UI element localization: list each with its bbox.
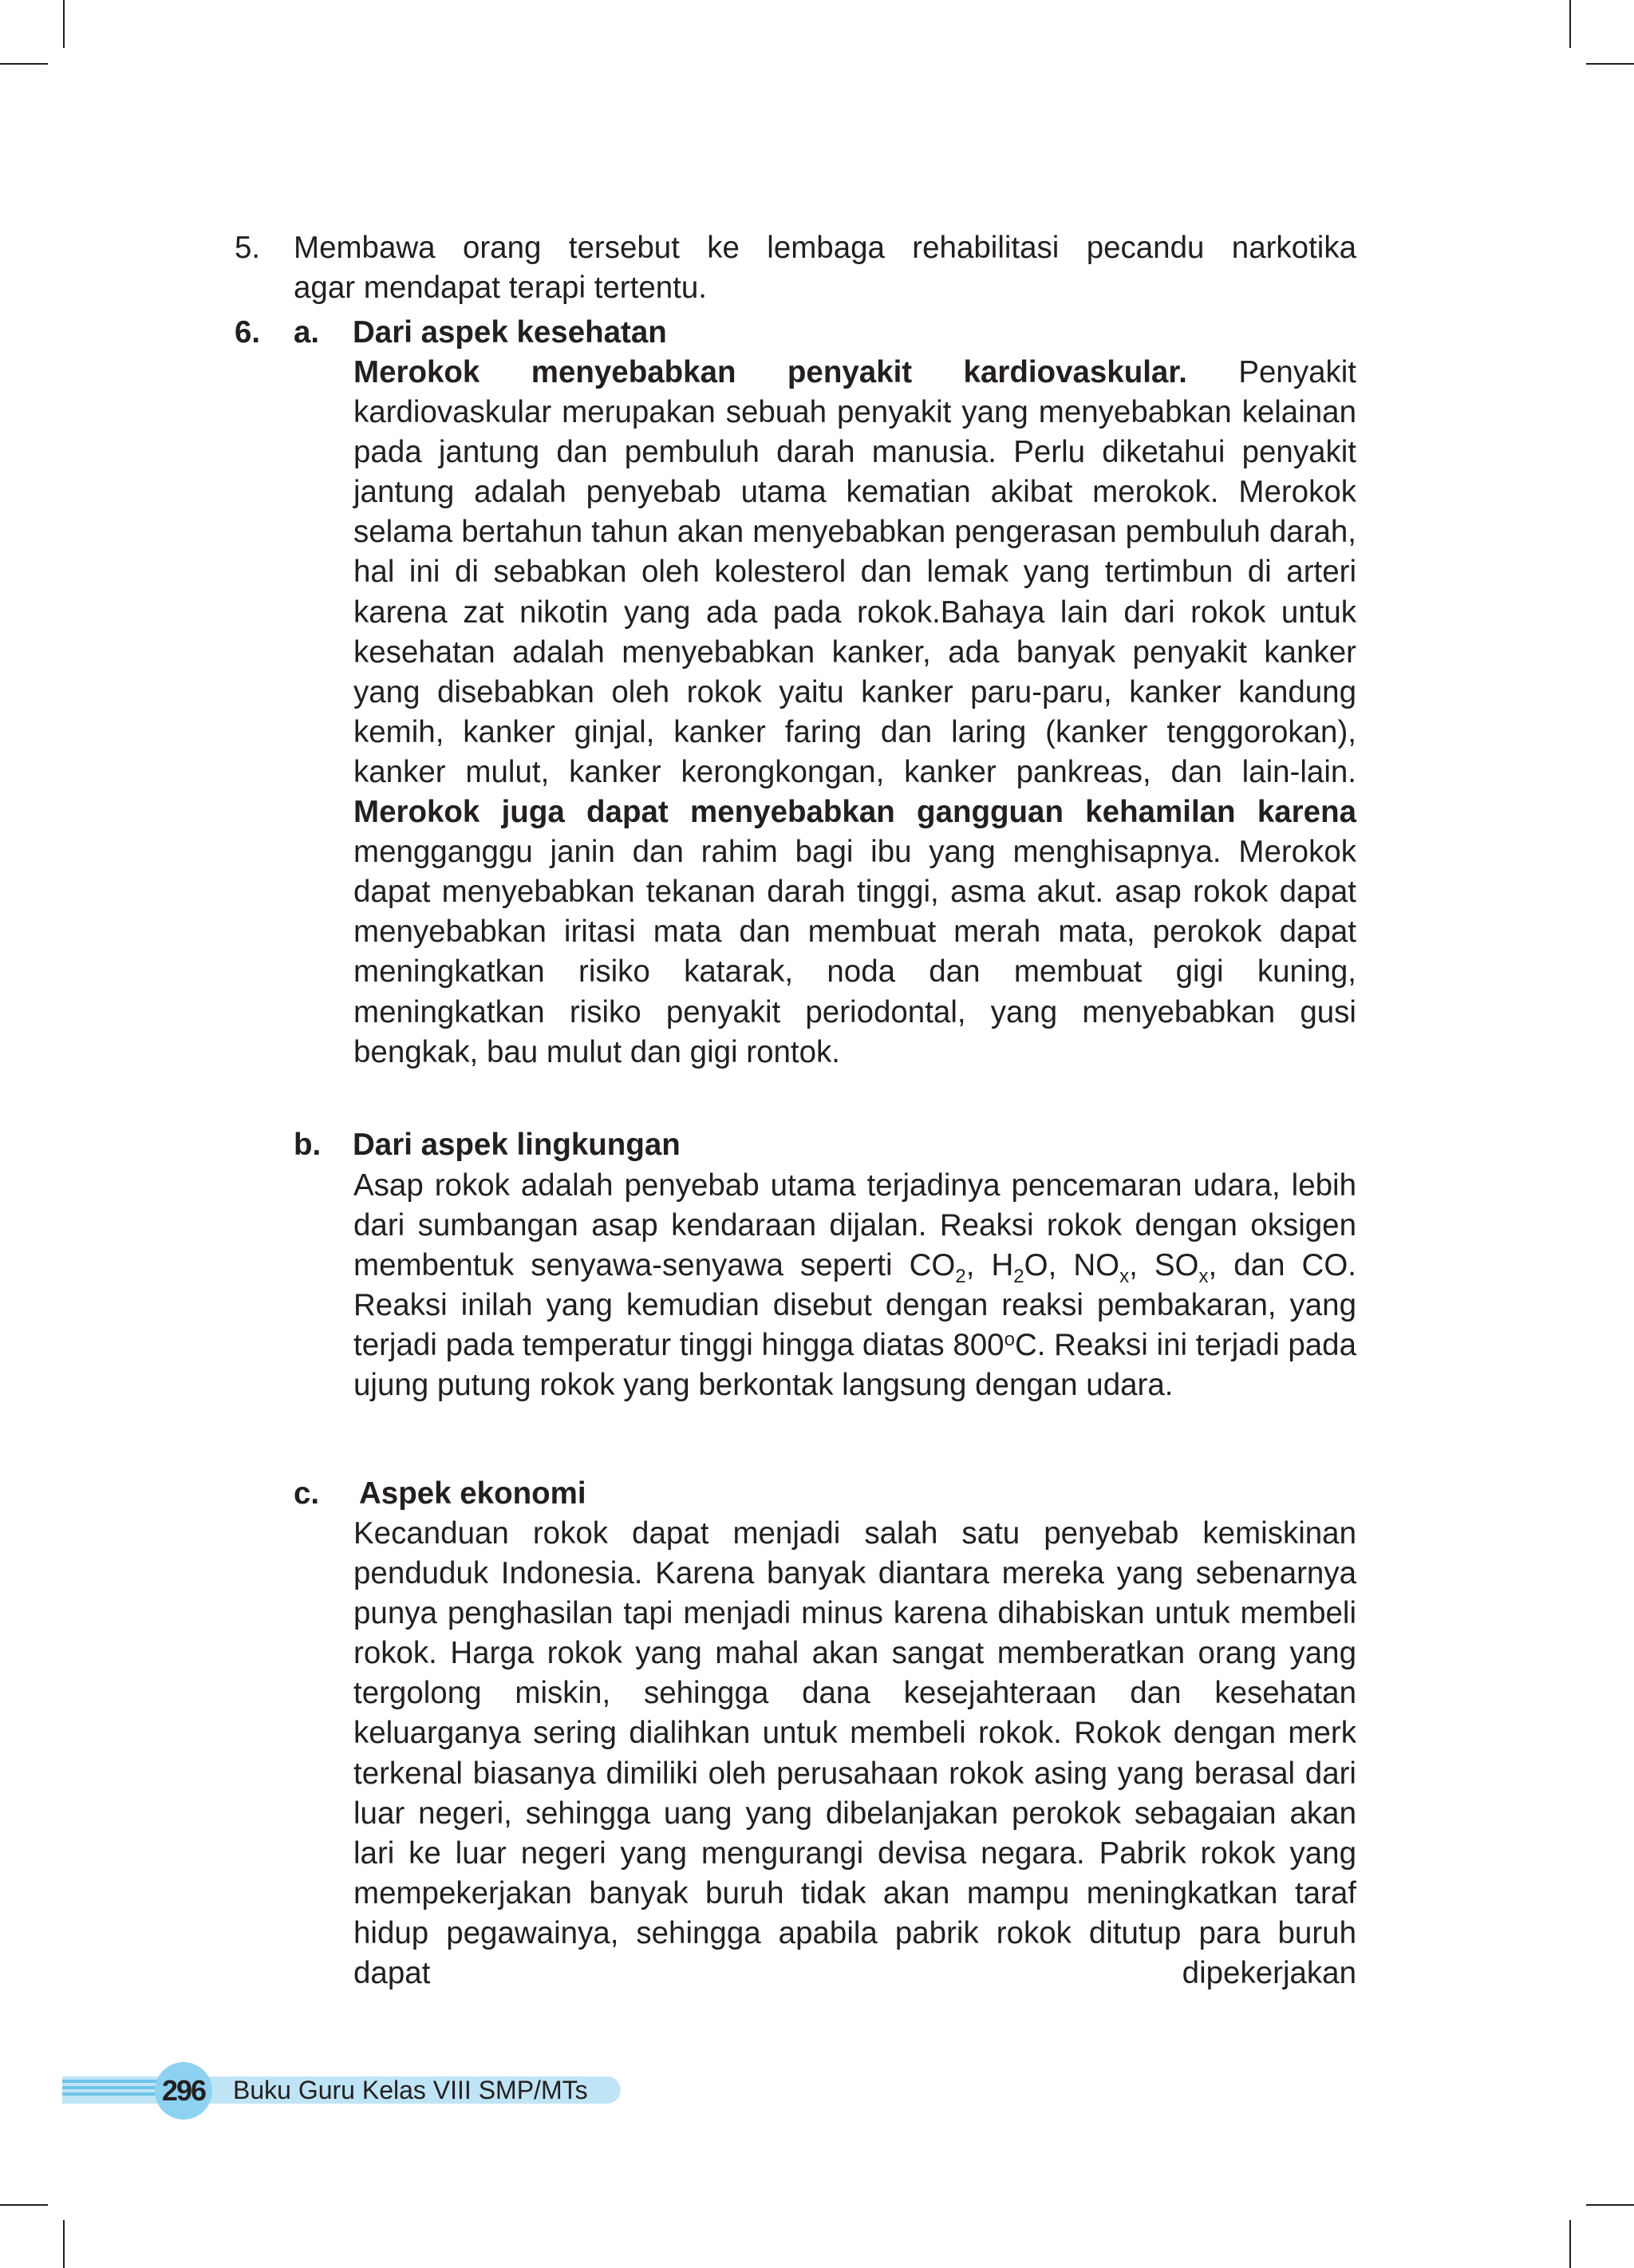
item-6b-subscript: 2 — [1013, 1266, 1024, 1288]
item-6b-subscript: x — [1198, 1266, 1209, 1288]
item-6b-text-6: C. Reaksi ini terjadi pada ujung putung rokok yang berkontak langsung dengan udara. — [353, 1328, 1356, 1403]
item-6b-paragraph — [353, 1166, 1356, 1406]
item-6b-text-5: , dan CO. Reaksi inilah yang kemudian disebut dengan reaksi pembakaran, yang terjadi pada temperatur tinggi hingga diatas 800 — [353, 1248, 1356, 1363]
item-6b-text-4: , SO — [1129, 1248, 1199, 1283]
book-title: Buku Guru Kelas VIII SMP/MTs — [233, 2076, 588, 2104]
item-6b-heading: Dari aspek lingkungan — [353, 1128, 681, 1162]
item-6c-paragraph: Kecanduan rokok dapat menjadi salah satu penyebab kemiskinan penduduk Indonesia. Karena banyak diantara mereka yang sebenarnya punya penghasilan tapi menjadi minus karena dihabiskan untuk membeli rokok. Harga rokok yang mahal akan sangat memberatkan orang yang tergolong miskin, sehingga dana kesejahteraan dan kesehatan keluarganya sering dialihkan untuk membeli rokok. Rokok dengan merk terkenal biasanya dimiliki oleh perusahaan rokok asing yang berasal dari luar negeri, sehingga uang yang dibelanjakan perokok sebagaian akan lari ke luar negeri yang mengurangi devisa negara. Pabrik rokok yang mempekerjakan banyak buruh tidak akan mampu meningkatkan taraf hidup pegawainya, sehingga apabila pabrik rokok ditutup para buruh dapat dipekerjakan — [353, 1516, 1356, 1991]
crop-mark — [63, 2220, 65, 2268]
item-6b-text-3: O, NO — [1024, 1248, 1120, 1283]
page-number: 296 — [161, 2074, 206, 2107]
item-6b-subscript: x — [1119, 1266, 1130, 1288]
item-6a-bold-2: Merokok juga dapat menyebabkan gangguan kehamilan karena — [353, 795, 1356, 830]
item-5-line-1: Membawa orang tersebut ke lembaga rehabilitasi pecandu narkotika — [294, 231, 1356, 265]
item-6b-subscript: 2 — [955, 1266, 966, 1288]
crop-mark — [1569, 0, 1571, 48]
crop-mark — [1586, 63, 1634, 65]
page-footer — [62, 2061, 621, 2120]
item-6a-bold-1: Merokok menyebabkan penyakit kardiovaskular. — [353, 355, 1187, 389]
item-6a-marker: a. — [294, 315, 320, 350]
item-6b-superscript: o — [1004, 1329, 1015, 1351]
item-5-line-2: agar mendapat terapi tertentu. — [294, 271, 707, 305]
crop-mark — [0, 2204, 48, 2206]
item-6b-text-1: Asap rokok adalah penyebab utama terjadinya pencemaran udara, lebih dari sumbangan asap kendaraan dijalan. Reaksi rokok dengan oksigen membentuk senyawa-senyawa seperti CO — [353, 1168, 1356, 1283]
item-6b-marker: b. — [294, 1128, 322, 1162]
item-6a-paragraph — [353, 353, 1356, 1073]
crop-mark — [63, 0, 65, 48]
item-6-number: 6. — [235, 315, 261, 350]
item-6a-text-1: Penyakit kardiovaskular merupakan sebuah penyakit yang menyebabkan kelainan pada jantung dan pembuluh darah manusia. Perlu diketahui penyakit jantung adalah penyebab utama kematian akibat merokok. Merokok selama bertahun tahun akan menyebabkan pengerasan pembuluh darah, hal ini di sebabkan oleh kolesterol dan lemak yang tertimbun di arteri karena zat nikotin yang ada pada rokok.Bahaya lain dari rokok untuk kesehatan adalah menyebabkan kanker, ada banyak penyakit kanker yang disebabkan oleh rokok yaitu kanker paru-paru, kanker kandung kemih, kanker ginjal, kanker faring dan laring (kanker tenggorokan), kanker mulut, kanker kerongkongan, kanker pankreas, dan lain-lain. — [353, 355, 1356, 789]
item-5-number: 5. — [235, 231, 261, 265]
item-6a-heading: Dari aspek kesehatan — [353, 315, 667, 350]
item-6c-heading: Aspek ekonomi — [359, 1476, 586, 1511]
crop-mark — [1586, 2204, 1634, 2206]
item-6c-marker: c. — [294, 1476, 320, 1511]
item-6b-text-2: , H — [965, 1248, 1014, 1283]
crop-mark — [1569, 2220, 1571, 2268]
item-6a-text-2: mengganggu janin dan rahim bagi ibu yang menghisapnya. Merokok dapat menyebabkan tekanan darah tinggi, asma akut. asap rokok dapat menyebabkan iritasi mata dan membuat merah mata, perokok dapat meningkatkan risiko katarak, noda dan membuat gigi kuning, meningkatkan risiko penyakit periodontal, yang menyebabkan gusi bengkak, bau mulut dan gigi rontok. — [353, 835, 1356, 1069]
crop-mark — [0, 63, 48, 65]
